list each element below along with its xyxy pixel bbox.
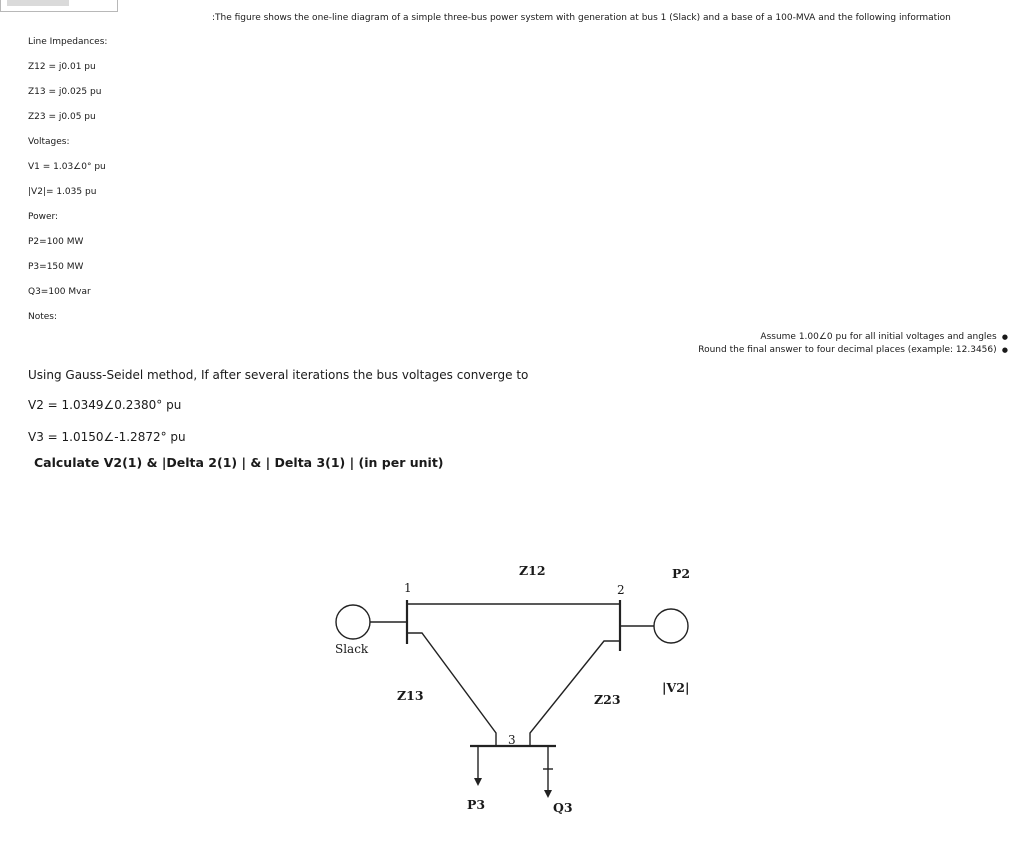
q3-arrow-icon [544, 790, 552, 798]
note-initial-voltages: Assume 1.00∠0 pu for all initial voltages and angles ● [698, 331, 1008, 344]
p3-arrow-icon [474, 778, 482, 786]
converged-v2: V2 = 1.0349∠0.2380° pu [28, 398, 182, 412]
p3-label: P3 [467, 797, 486, 812]
section-power: Power: [28, 212, 59, 222]
converged-v3: V3 = 1.0150∠-1.2872° pu [28, 430, 186, 444]
bus-3-label: 3 [508, 733, 516, 747]
question-text: Calculate V2(1) & |Delta 2(1) | & | Delta 3(1) | (in per unit) [34, 455, 444, 470]
bus-1-label: 1 [404, 581, 412, 595]
z12-value: Z12 = j0.01 pu [28, 62, 96, 72]
section-notes: Notes: [28, 312, 58, 322]
z23-value: Z23 = j0.05 pu [28, 112, 96, 122]
problem-intro: Using Gauss-Seidel method, If after several iterations the bus voltages converge to [28, 368, 529, 382]
slack-generator-icon [336, 605, 370, 639]
v1-value: V1 = 1.03∠0° pu [28, 162, 106, 172]
z13-value: Z13 = j0.025 pu [28, 87, 102, 97]
v2-magnitude-label: |V2| [662, 680, 690, 695]
q3-label: Q3 [553, 800, 573, 815]
section-voltages: Voltages: [28, 137, 70, 147]
problem-header: :The figure shows the one-line diagram of a simple three-bus power system with generation at bus 1 (Slack) and a base of a 100-MVA and the following information [212, 13, 951, 23]
p2-value: P2=100 MW [28, 237, 84, 247]
z13-label: Z13 [397, 688, 424, 703]
bus-2-label: 2 [617, 583, 625, 597]
z12-label: Z12 [519, 563, 546, 578]
p3-value: P3=150 MW [28, 262, 84, 272]
slack-label: Slack [335, 642, 369, 656]
q3-value: Q3=100 Mvar [28, 287, 91, 297]
v2-magnitude-value: |V2|= 1.035 pu [28, 187, 97, 197]
p2-label: P2 [672, 566, 691, 581]
note-rounding: Round the final answer to four decimal places (example: 12.3456) ● [698, 344, 1008, 357]
z23-label: Z23 [594, 692, 621, 707]
section-line-impedances: Line Impedances: [28, 37, 108, 47]
bus-2-generator-icon [654, 609, 688, 643]
